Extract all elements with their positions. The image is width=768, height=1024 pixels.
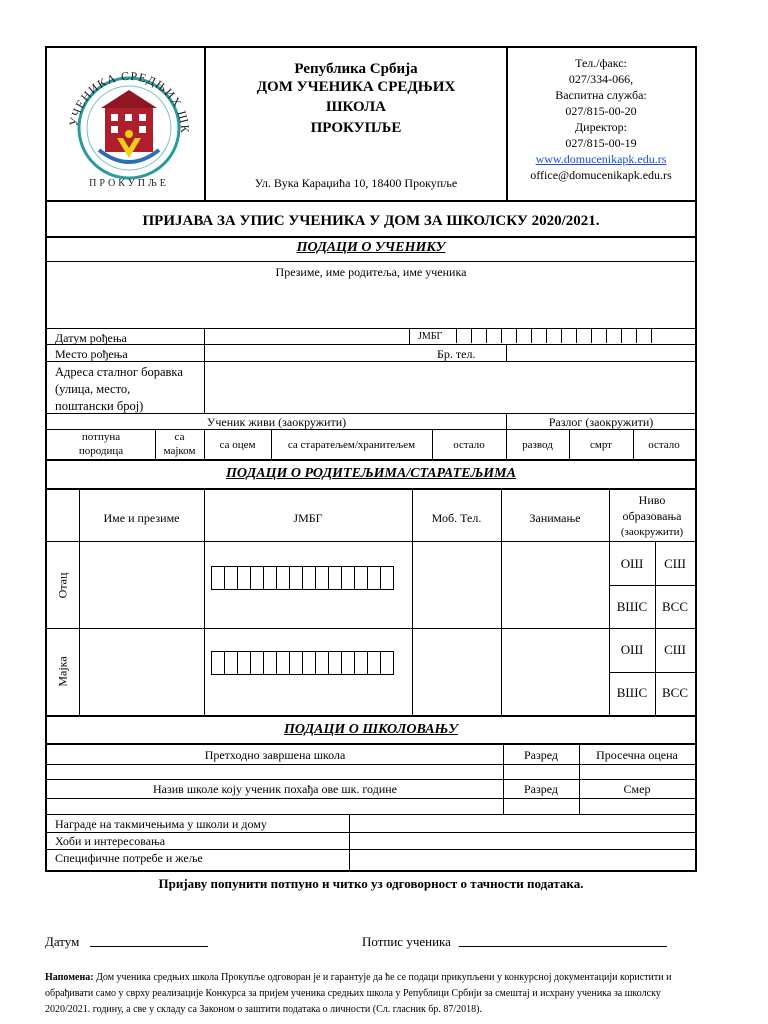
prev-school-label: Претходно завршена школа [204, 748, 346, 762]
application-form [45, 46, 697, 872]
date-label: Датум [45, 934, 80, 949]
option-guardian[interactable]: са старатељем/хранитељем [287, 439, 416, 451]
svg-text:ДОМ УЧЕНИКА СРЕДЊИХ ШКОЛА: УЧЕНИКА СРЕДЊИХ ШК [66, 68, 193, 134]
col-mobile: Моб. Тел. [431, 511, 482, 525]
divider [47, 413, 695, 414]
service-label: Васпитна служба: [555, 88, 647, 102]
father-label: Отац [55, 572, 70, 599]
phone-label: Бр. тел. [437, 347, 476, 361]
direction-label: Смер [623, 782, 651, 796]
awards-field[interactable] [352, 815, 692, 831]
prev-school-field[interactable] [49, 765, 501, 779]
option-father[interactable]: са оцем [219, 439, 256, 451]
divider [506, 413, 507, 459]
hobbies-field[interactable] [352, 833, 692, 848]
divider [47, 429, 695, 430]
full-name-field[interactable] [57, 282, 685, 326]
divider [47, 236, 695, 238]
father-edu-os[interactable]: ОШ [620, 556, 644, 571]
org-city: ПРОКУПЉЕ [310, 120, 402, 136]
father-jmbg-cells[interactable] [211, 566, 394, 590]
service-value: 027/815-00-20 [565, 104, 637, 118]
current-grade-field[interactable] [505, 799, 577, 813]
current-school-field[interactable] [49, 799, 501, 813]
needs-field[interactable] [352, 850, 692, 866]
divider [47, 541, 695, 542]
email-address: office@domucenikapk.edu.rs [530, 168, 672, 182]
divider [47, 361, 695, 362]
divider [47, 261, 695, 262]
address-field[interactable] [207, 363, 691, 411]
mother-occupation-field[interactable] [503, 630, 607, 714]
note-text: Дом ученика средњих школа Прокупље одговоран је и гарантује да ће се подаци прикупљени у конкурсној документацији користити и обрађивати само у сврху реализације Конкурса за пријем ученика средњих школа у Републици Србији за смештај и исхрану ученика за школску 2020/2021. годину, а све у складу са Законом о заштити података о личности (Сл. гласник бр. 87/2018). [45, 972, 672, 1015]
dob-label: Датум рођења [55, 331, 127, 345]
form-title: ПРИЈАВА ЗА УПИС УЧЕНИКА У ДОМ ЗА ШКОЛСКУ 2020/2021. [142, 213, 600, 229]
divider [47, 488, 695, 490]
direction-field[interactable] [581, 799, 693, 813]
option-other[interactable]: остало [453, 439, 485, 451]
option-mother-1[interactable]: са [174, 431, 185, 443]
divider [409, 328, 410, 344]
father-phone-field[interactable] [414, 543, 499, 627]
full-name-label: Презиме, име родитеља, име ученика [275, 265, 467, 279]
school-logo [61, 54, 197, 194]
signature-label: Потпис ученика [362, 934, 451, 949]
tel-value: 027/334-066, [568, 72, 634, 86]
pob-field[interactable] [207, 345, 427, 361]
mother-label: Мајка [55, 656, 70, 687]
father-occupation-field[interactable] [503, 543, 607, 627]
tel-label: Тел./факс: [575, 56, 627, 70]
svg-text:ПРОКУПЉЕ: ПРОКУПЉЕ [89, 178, 169, 189]
mother-jmbg-cells[interactable] [211, 651, 394, 675]
address-label-1: Адреса сталног боравка [55, 365, 183, 379]
col-name: Име и презиме [103, 511, 180, 525]
avg-grade-label: Просечна оцена [596, 748, 678, 762]
divider [204, 48, 206, 202]
dob-field[interactable] [207, 329, 407, 343]
reason-divorce[interactable]: развод [522, 439, 553, 451]
pob-label: Место рођења [55, 347, 128, 361]
lives-with-label: Ученик живи (заокружити) [206, 415, 347, 429]
option-full-family-1[interactable]: потпуна [81, 431, 121, 443]
divider [609, 585, 695, 586]
note-label: Напомена: [45, 972, 94, 983]
org-name-line1: ДОМ УЧЕНИКА СРЕДЊИХ [256, 79, 456, 95]
divider [47, 779, 695, 780]
mother-phone-field[interactable] [414, 630, 499, 714]
phone-field[interactable] [509, 345, 693, 361]
divider [204, 361, 205, 413]
divider [47, 743, 695, 745]
awards-label: Награде на такмичењима у школи и дому [55, 817, 267, 831]
date-line[interactable] [90, 930, 208, 947]
divider [47, 459, 695, 461]
reason-other[interactable]: остало [648, 439, 680, 451]
father-name-field[interactable] [81, 543, 202, 627]
father-edu-vss2[interactable]: ВСС [661, 599, 688, 614]
divider [204, 328, 205, 362]
col-education-3: (заокружити) [620, 526, 684, 538]
divider [506, 344, 507, 362]
reason-death[interactable]: смрт [589, 439, 612, 451]
address-label-2: (улица, место, [55, 382, 131, 396]
avg-grade-field[interactable] [581, 765, 693, 779]
mother-name-field[interactable] [81, 630, 202, 714]
grade-label: Разред [523, 748, 558, 762]
fill-instruction: Пријаву попунити потпуно и читко уз одговорност о тачности података. [158, 876, 584, 891]
col-jmbg: ЈМБГ [293, 511, 323, 525]
mother-edu-ss[interactable]: СШ [664, 642, 686, 657]
divider [47, 715, 695, 717]
option-full-family-2[interactable]: породица [78, 445, 124, 457]
col-education-1: Ниво [638, 493, 666, 507]
mother-edu-vss[interactable]: ВШС [616, 685, 648, 700]
parents-section-title: ПОДАЦИ О РОДИТЕЉИМА/СТАРАТЕЉИМА [226, 466, 516, 481]
divider [47, 200, 695, 202]
needs-label: Специфичне потребе и жеље [55, 851, 203, 865]
current-school-label: Назив школе коју ученик похађа ове шк. године [153, 782, 397, 796]
option-mother-2[interactable]: мајком [163, 445, 196, 457]
hobbies-label: Хоби и интересовања [55, 834, 166, 848]
mother-edu-os[interactable]: ОШ [620, 642, 644, 657]
divider [609, 672, 695, 673]
director-value: 027/815-00-19 [565, 136, 637, 150]
org-name-line2: ШКОЛА [326, 99, 386, 115]
student-jmbg-cells[interactable] [456, 329, 666, 343]
prev-grade-field[interactable] [505, 765, 577, 779]
website-link-text[interactable]: www.domucenikapk.edu.rs [535, 152, 667, 166]
father-edu-vss[interactable]: ВШС [616, 599, 648, 614]
grade2-label: Разред [523, 782, 558, 796]
address-label-3: поштански број) [55, 399, 144, 413]
director-label: Директор: [574, 120, 628, 134]
student-section-title: ПОДАЦИ О УЧЕНИКУ [296, 240, 446, 255]
website-link[interactable] [508, 152, 694, 166]
col-education-2: образовања [622, 509, 682, 523]
divider [349, 814, 350, 870]
country-name: Република Србија [294, 61, 418, 77]
divider [47, 628, 695, 629]
reason-label: Разлог (заокружити) [548, 415, 654, 429]
father-edu-ss[interactable]: СШ [664, 556, 686, 571]
privacy-note [45, 970, 705, 1018]
mother-edu-vss2[interactable]: ВСС [661, 685, 688, 700]
signature-line[interactable] [459, 930, 667, 947]
student-jmbg-label: ЈМБГ [418, 331, 443, 342]
col-occupation: Занимање [529, 511, 581, 525]
org-address: Ул. Вука Караџића 10, 18400 Прокупље [254, 176, 458, 190]
school-section-title: ПОДАЦИ О ШКОЛОВАЊУ [283, 722, 459, 737]
